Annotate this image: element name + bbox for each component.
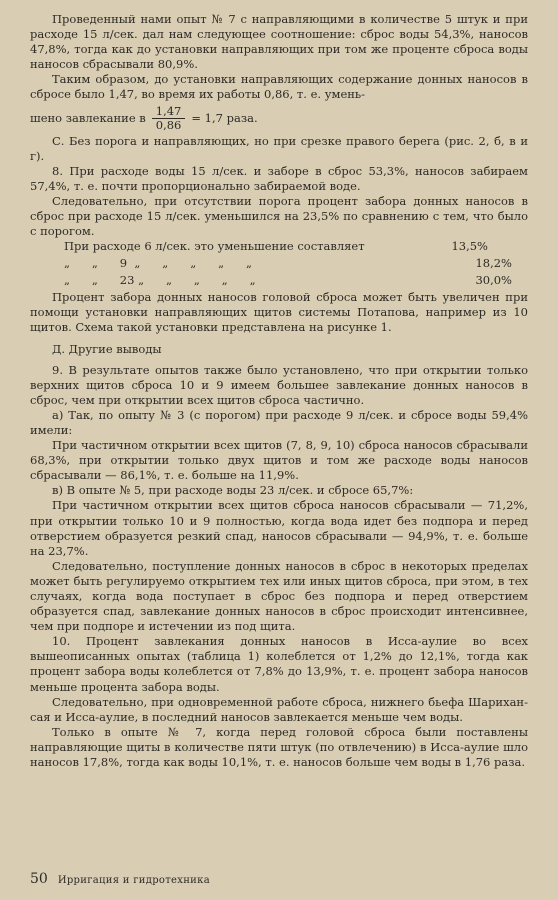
fraction-line: [30, 105, 528, 132]
journal-title: Ирригация и гидротехника: [57, 874, 210, 886]
paragraph-item-9a: а) Так, по опыту № 3 (с порогом) при расходе 9 л/сек. и сбросе воды 59,4% имели:: [30, 407, 528, 437]
paragraph-potapov-shields: Процент забора донных наносов головой сброса может быть увеличен при помощи установки направляющих щитов системы Потапова, например из 10 щитов. Схема такой установки представлена на рисунке 1.: [30, 290, 528, 335]
decrease-row: [30, 256, 528, 273]
paragraph-partial-opening-1: При частичном открытии всех щитов (7, 8, 9, 10) сброса наносов сбрасывали 68,3%, при открытии только двух щитов и том же расходе воды наносов сбрасывали — 86,1%, т. е. больше на 11,9%.: [30, 438, 528, 483]
decrease-row: [30, 273, 528, 290]
paragraph-experiment-7-final: Только в опыте № 7, когда перед головой сброса были поставлены направляющие щиты в количестве пяти штук (по отвлечению) в Исса-аулие шло наносов 17,8%, тогда как воды 10,1%, т. е. наносов больше чем воды в 1,76 раза.: [30, 724, 528, 770]
decrease-label: При расходе 6 л/сек. это уменьшение составляет: [64, 239, 365, 254]
section-d-heading: Д. Другие выводы: [52, 341, 162, 356]
decrease-row: [30, 239, 528, 256]
paragraph-partial-opening-2: При частичном открытии всех щитов сброса наносов сбрасывали — 71,2%, при открытии только 10 и 9 полностью, когда вода идет без подпора и перед отверстием образуется резкий спад, наносов сбрасывали — 94,9%, т. е. больше на 23,7%.: [30, 498, 528, 558]
paragraph-item-9: 9. В результате опытов также было установлено, что при открытии только верхних щитов сброса 10 и 9 имеем большее завлекание донных наносов в сброс, чем при открытии всех щитов сброса частично.: [30, 362, 528, 407]
paragraph-consequently-1: Следовательно, при отсутствии порога процент забора донных наносов в сброс при расходе 15 л/сек. уменьшился на 23,5% по сравнению с тем, что было с порогом.: [30, 193, 528, 239]
paragraph-item-10: 10. Процент завлекания донных наносов в Исса-аулие во всех вышеописанных опытах (таблица 1) колеблется от 1,2% до 12,1%, тогда как процент забора воды колеблется от 7,8% до 13,9%, т. е. процент забора наносов меньше процента забора воды.: [30, 634, 528, 694]
paragraph-item-8: 8. При расходе воды 15 л/сек. и заборе в сброс 53,3%, наносов забираем 57,4%, т. е. почти пропорционально забираемой воде.: [30, 163, 528, 193]
decrease-value: 13,5%: [451, 239, 488, 254]
decrease-list: [30, 239, 528, 290]
page-number: 50: [30, 870, 48, 887]
fraction-suffix: = 1,7 раза.: [191, 110, 258, 125]
fraction-numerator: 1,47: [152, 105, 186, 119]
paragraph-consequently-2: Следовательно, поступление донных наносов в сброс в некоторых пределах может быть регулируемо открытием тех или иных щитов сброса, при этом, в тех случаях, когда вода поступает в сброс без подпора и перед отверстием образуется спад, завлекание донных наносов в сброс происходит интенсивнее, чем при подпоре и истечении из под щита.: [30, 558, 528, 634]
paragraph-experiment-7: Проведенный нами опыт № 7 с направляющими в количестве 5 штук и при расходе 15 л/сек. дал нам следующее соотношение: сброс воды 54,3%, наносов 47,8%, тогда как до установки направляющих при том же проценте сброса воды наносов сбрасывали 80,9%.: [30, 12, 528, 72]
section-c-heading: С. Без порога и направляющих, но при срезке правого берега (рис. 2, б, в и г).: [30, 133, 528, 163]
fraction: [152, 105, 186, 132]
decrease-label: „ „ 9 „ „ „ „ „: [64, 256, 252, 271]
fraction-prefix: шено завлекание в: [30, 110, 146, 125]
decrease-label: „ „ 23 „ „ „ „ „: [64, 273, 256, 288]
decrease-value: 30,0%: [475, 273, 512, 288]
paragraph-comparison: Таким образом, до установки направляющих содержание донных наносов в сбросе было 1,47, во время их работы 0,86, т. е. умень-: [30, 72, 528, 102]
decrease-value: 18,2%: [475, 256, 512, 271]
page-footer: [30, 872, 210, 888]
paragraph-item-9b: в) В опыте № 5, при расходе воды 23 л/сек. и сбросе 65,7%:: [52, 483, 414, 498]
paragraph-consequently-3: Следовательно, при одновременной работе сброса, нижнего бьефа Шарихан-сая и Исса-аулие, в последний наносов завлекается меньше чем воды.: [30, 694, 528, 724]
fraction-denominator: 0,86: [155, 117, 182, 132]
